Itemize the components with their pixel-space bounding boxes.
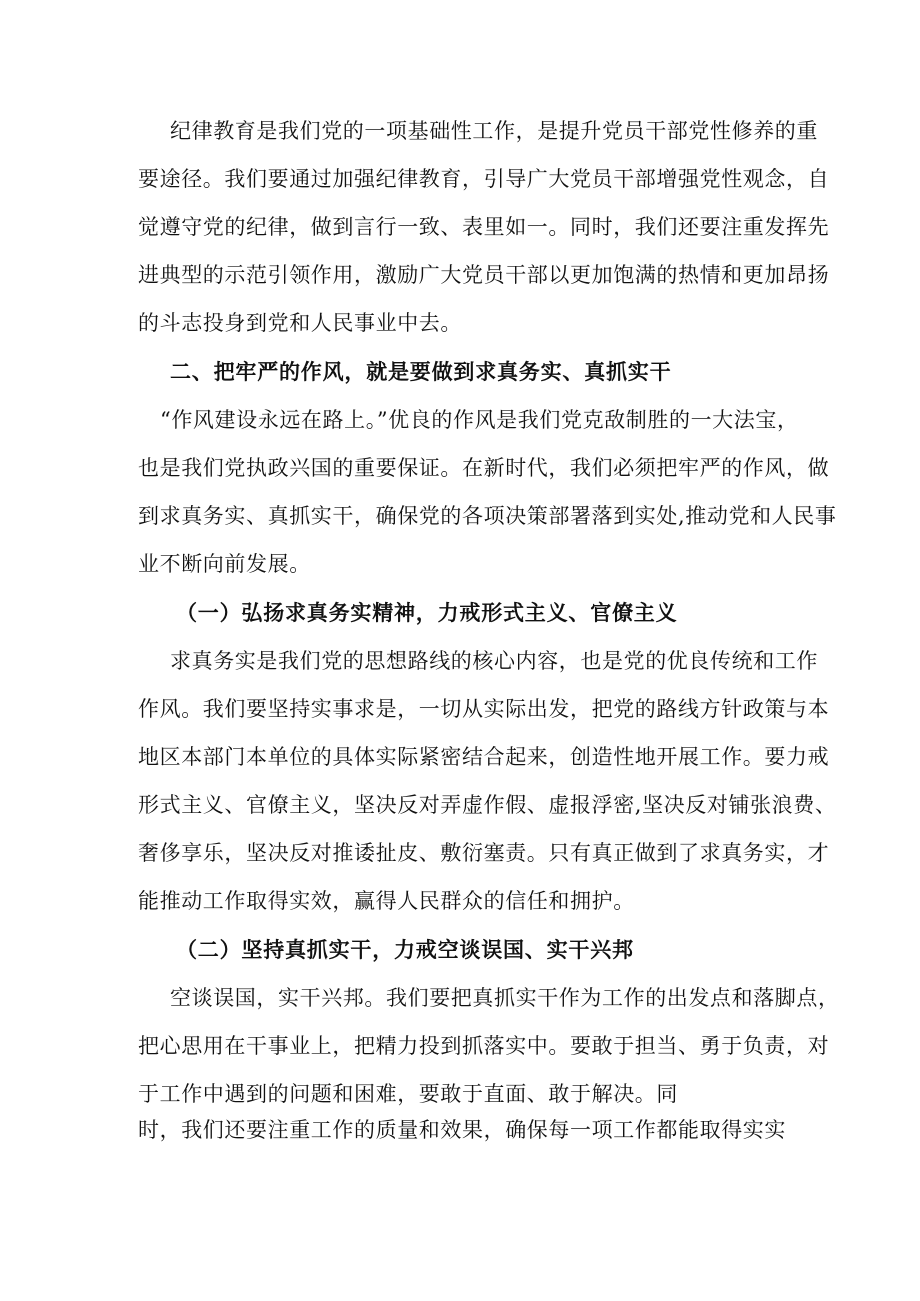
subheading-2: （二）坚持真抓实干，力戒空谈误国、实干兴邦 xyxy=(176,938,634,962)
section-heading-2: 二、把牢严的作风，就是要做到求真务实、真抓实干 xyxy=(170,360,672,384)
para3-line-1: 求真务实是我们党的思想路线的核心内容，也是党的优良传统和工作 xyxy=(170,649,818,673)
para3-line-6: 能推动工作取得实效，赢得人民群众的信任和拥护。 xyxy=(138,889,635,913)
para3-line-4: 形式主义、官僚主义，坚决反对弄虚作假、虚报浮密,坚决反对铺张浪费、 xyxy=(138,793,837,817)
para4-line-4: 时，我们还要注重工作的质量和效果，确保每一项工作都能取得实实 xyxy=(138,1118,786,1142)
para3-line-2: 作风。我们要坚持实事求是，一切从实际出发，把党的路线方针政策与本 xyxy=(138,697,830,721)
para4-line-2: 把心思用在干事业上，把精力投到抓落实中。要敢于担当、勇于负责，对 xyxy=(138,1034,830,1058)
para2-line-2: 也是我们党执政兴国的重要保证。在新时代，我们必须把牢严的作风，做 xyxy=(138,456,830,480)
para4-line-3: 于工作中遇到的问题和困难，要敢于直面、敢于解决。同 xyxy=(138,1082,678,1106)
para1-line-1: 纪律教育是我们党的一项基础性工作，是提升党员干部党性修养的重 xyxy=(170,119,818,143)
para1-line-2: 要途径。我们要通过加强纪律教育，引导广大党员干部增强党性观念，自 xyxy=(138,167,830,191)
para4-line-1: 空谈误国，实干兴邦。我们要把真抓实干作为工作的出发点和落脚点， xyxy=(170,986,840,1010)
para3-line-5: 奢侈享乐，坚决反对推诿扯皮、敷衍塞责。只有真正做到了求真务实，才 xyxy=(138,841,830,865)
para1-line-4: 进典型的示范引领作用，激励广大党员干部以更加饱满的热情和更加昂扬 xyxy=(138,263,830,287)
para2-line-3: 到求真务实、真抓实干，确保党的各项决策部署落到实处,推动党和人民事 xyxy=(138,504,837,528)
para1-line-5: 的斗志投身到党和人民事业中去。 xyxy=(138,311,462,335)
subheading-1: （一）弘扬求真务实精神，力戒形式主义、官僚主义 xyxy=(176,601,678,625)
para3-line-3: 地区本部门本单位的具体实际紧密结合起来，创造性地开展工作。要力戒 xyxy=(138,745,830,769)
para2-line-1: “作风建设永远在路上。”优良的作风是我们党克敌制胜的一大法宝， xyxy=(160,408,799,432)
para2-line-4: 业不断向前发展。 xyxy=(138,552,311,576)
para1-line-3: 觉遵守党的纪律，做到言行一致、表里如一。同时，我们还要注重发挥先 xyxy=(138,215,830,239)
